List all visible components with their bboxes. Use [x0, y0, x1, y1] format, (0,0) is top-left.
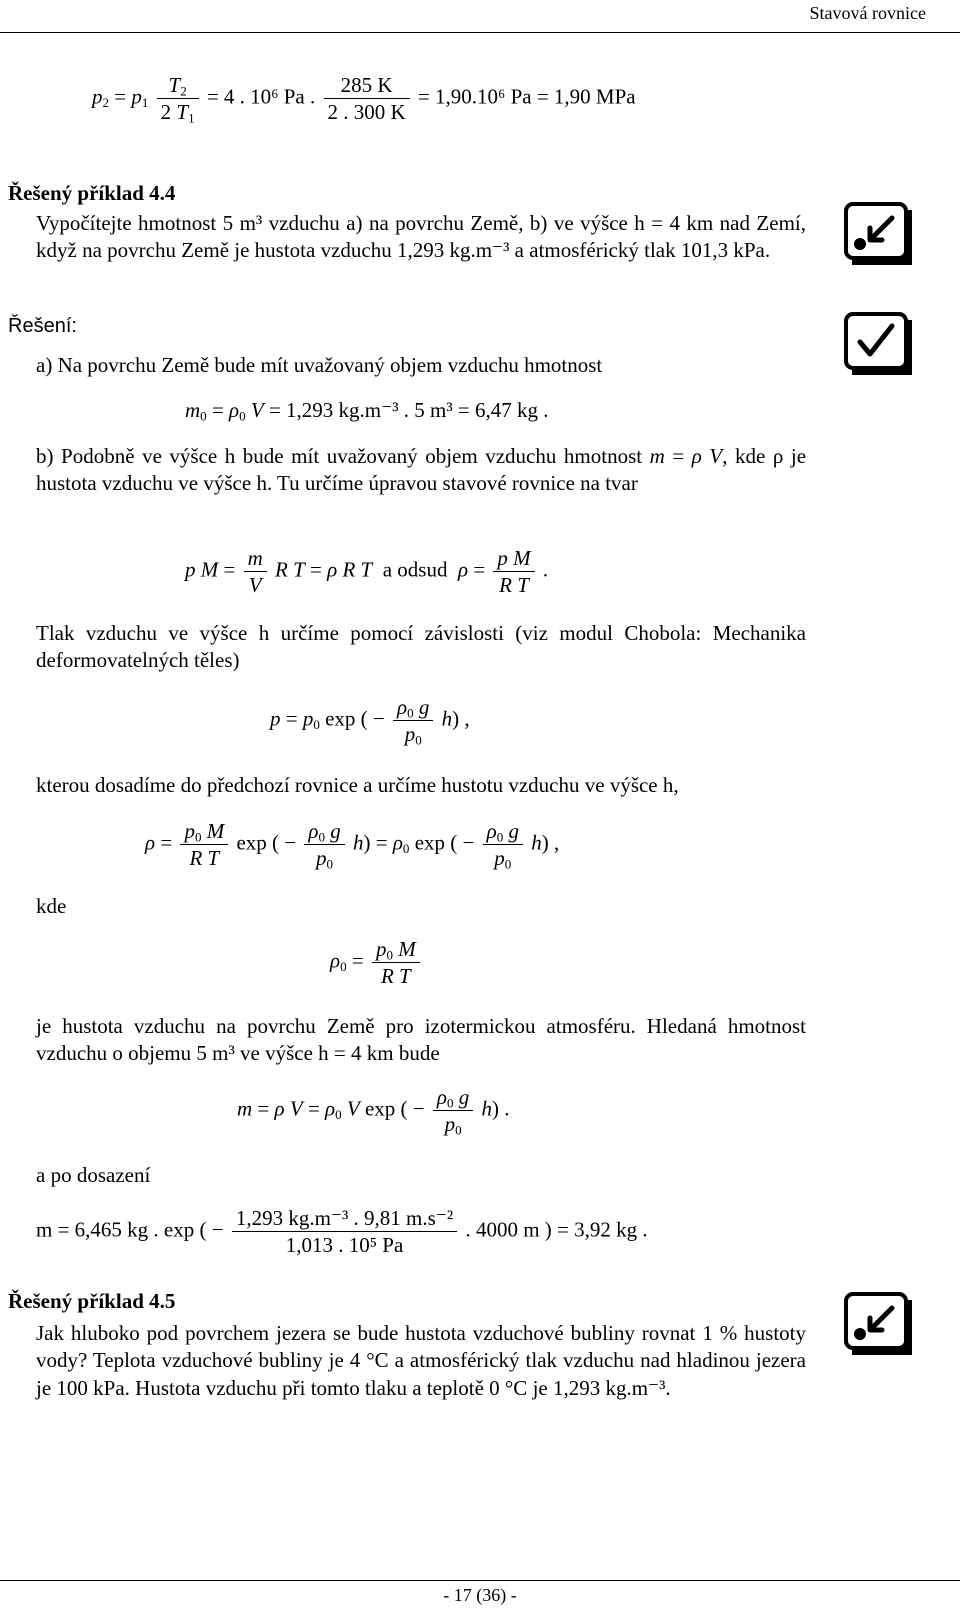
pressure-text: Tlak vzduchu ve výšce h určíme pomocí závislosti (viz modul Chobola: Mechanika deformovatelných těles)	[36, 621, 806, 673]
solution-check-icon	[844, 312, 908, 370]
fraction-final	[232, 1205, 457, 1259]
worked-example-icon	[844, 1292, 908, 1350]
task-text: Vypočítejte hmotnost 5 m³ vzduchu a) na povrchu Země, b) ve výšce h = 4 km nad Zemí, když na povrchu Země je hustota vzduchu 1,293 kg.m⁻³ a atmosférický tlak 101,3 kPa.	[36, 211, 806, 263]
example-heading-2: Řešený příklad 4.5	[8, 1289, 176, 1313]
and-thus-text: a odsud	[382, 557, 448, 582]
worked-example-icon	[844, 202, 908, 260]
fraction-temperatures	[324, 72, 410, 126]
after-sub-text: a po dosazení	[36, 1163, 151, 1187]
solution-label: Řešení:	[8, 315, 77, 337]
fraction-pm-rt: $\frac{\text{p M}}{\text{R T}}$	[493, 545, 534, 599]
part-a-text: a) Na povrchu Země bude mít uvažovaný objem vzduchu hmotnost	[36, 353, 603, 377]
final-right: . 4000 m ) = 3,92 kg .	[465, 1217, 648, 1242]
checkmark-glyph	[848, 316, 904, 366]
final-num: 1,293 kg.m⁻³ . 9,81 m.s⁻²	[232, 1205, 457, 1232]
part-b-line1: b) Podobně ve výšce h bude mít uvažovaný objem vzduchu hmotnost	[36, 444, 643, 468]
substitute-text: kterou dosadíme do předchozí rovnice a určíme hustotu vzduchu ve výšce h,	[36, 773, 679, 797]
pencil-arrow-glyph	[848, 1296, 904, 1346]
eq1-mid: = 4 . 10⁶ Pa .	[206, 84, 316, 109]
fraction-rho0g-p0: $\frac{\rho_0 g}{p_0}$	[393, 694, 433, 748]
part-b-line2: , kde ρ je hustota vzduchu ve výšce h. Tu určíme úpravou stavové rovnice na tvar	[36, 444, 807, 496]
fraction-m-v: $\frac{m}{V}$	[244, 545, 267, 599]
final-den: 1,013 . 10⁵ Pa	[285, 1233, 404, 1258]
part-b-text: b) Podobně ve výšce h bude mít uvažovaný objem vzduchu hmotnost m = ρ V, kde ρ je hustota vzduchu ve výšce h. Tu určíme úpravou stavové rovnice na tvar	[36, 444, 807, 496]
fraction-p0m-rt-2: $\frac{p_0 M}{\text{R T}}$	[372, 936, 420, 990]
eq-m0-value: = 1,293 kg.m⁻³ . 5 m³ = 6,47 kg .	[268, 398, 549, 422]
fraction-rho0g-p0-c: $\frac{\rho_0 g}{p_0}$	[433, 1084, 473, 1138]
fraction-rho0g-p0-a: $\frac{\rho_0 g}{p_0}$	[304, 818, 344, 872]
task-text-2: Jak hluboko pod povrchem jezera se bude hustota vzduchové bubliny rovnat 1 % hustoty vody? Teplota vzduchové bubliny je 4 °C a atmosférický tlak vzduchu nad hladinou jezera je 100 kPa. Hustota vzduchu při tomto tlaku a teplotě 0 °C je 1,293 kg.m⁻³.	[36, 1321, 806, 1400]
equation-mass: m = ρ $V = \rho_0$ V exp ( − $\frac{\rho_0 g}{p_0}$ h) .	[237, 1085, 510, 1138]
density-text: je hustota vzduchu na povrchu Země pro izotermickou atmosféru. Hledaná hmotnost vzduchu o objemu 5 m³ ve výšce h = 4 km bude	[36, 1014, 806, 1066]
final-left: m = 6,465 kg . exp ( −	[36, 1217, 224, 1242]
equation-density: ρ = $\frac{p_0 M}{\text{R T}}$ exp ( − $\frac{\rho_0 g}{p_0}$ $h) = \rho_0$ exp ( − $\frac{\rho_0 g}{p_0}$ h) ,	[145, 819, 560, 872]
pencil-arrow-glyph	[848, 206, 904, 256]
example-heading: Řešený příklad 4.4	[8, 181, 176, 205]
equation-final	[36, 1205, 648, 1259]
eq1-result: = 1,90.10⁶ Pa = 1,90 MPa	[417, 84, 636, 109]
eq1-den: 2 . 300 K	[327, 100, 406, 125]
footer-rule	[0, 1580, 960, 1581]
fraction-t2-t1: $\frac{T_2}{2 T_1}$	[157, 72, 199, 126]
equation-m0: $m_0 = \rho_0$ V = 1,293 kg.m⁻³ . 5 m³ = 6,47 kg .	[185, 398, 549, 424]
eq1-num: 285 K	[324, 72, 410, 99]
header-rule	[0, 32, 960, 33]
running-header: Stavová rovnice	[809, 3, 926, 23]
equation-barometric: $p = p_0$ exp ( − $\frac{\rho_0 g}{p_0}$ h) ,	[270, 695, 470, 748]
kde-text: kde	[36, 894, 67, 918]
fraction-p0m-rt: $\frac{p_0 M}{\text{R T}}$	[180, 818, 228, 872]
page-number: - 17 (36) -	[443, 1585, 517, 1605]
equation-p2: $p_2 = p_1$ $\frac{T_2}{2 T_1}$ = 4 . 10⁶ Pa . $\frac{285 K}{2 . 300 K}$ = 1,90.10⁶ Pa = 1,90 MPa	[92, 73, 636, 126]
fraction-rho0g-p0-b: $\frac{\rho_0 g}{p_0}$	[483, 818, 523, 872]
equation-state: p M = $\frac{m}{V}$ R T = ρ R T a odsud ρ = $\frac{\text{p M}}{\text{R T}}$ .	[185, 546, 549, 598]
equation-rho0: $\rho_0$ = $\frac{p_0 M}{\text{R T}}$	[330, 936, 423, 990]
